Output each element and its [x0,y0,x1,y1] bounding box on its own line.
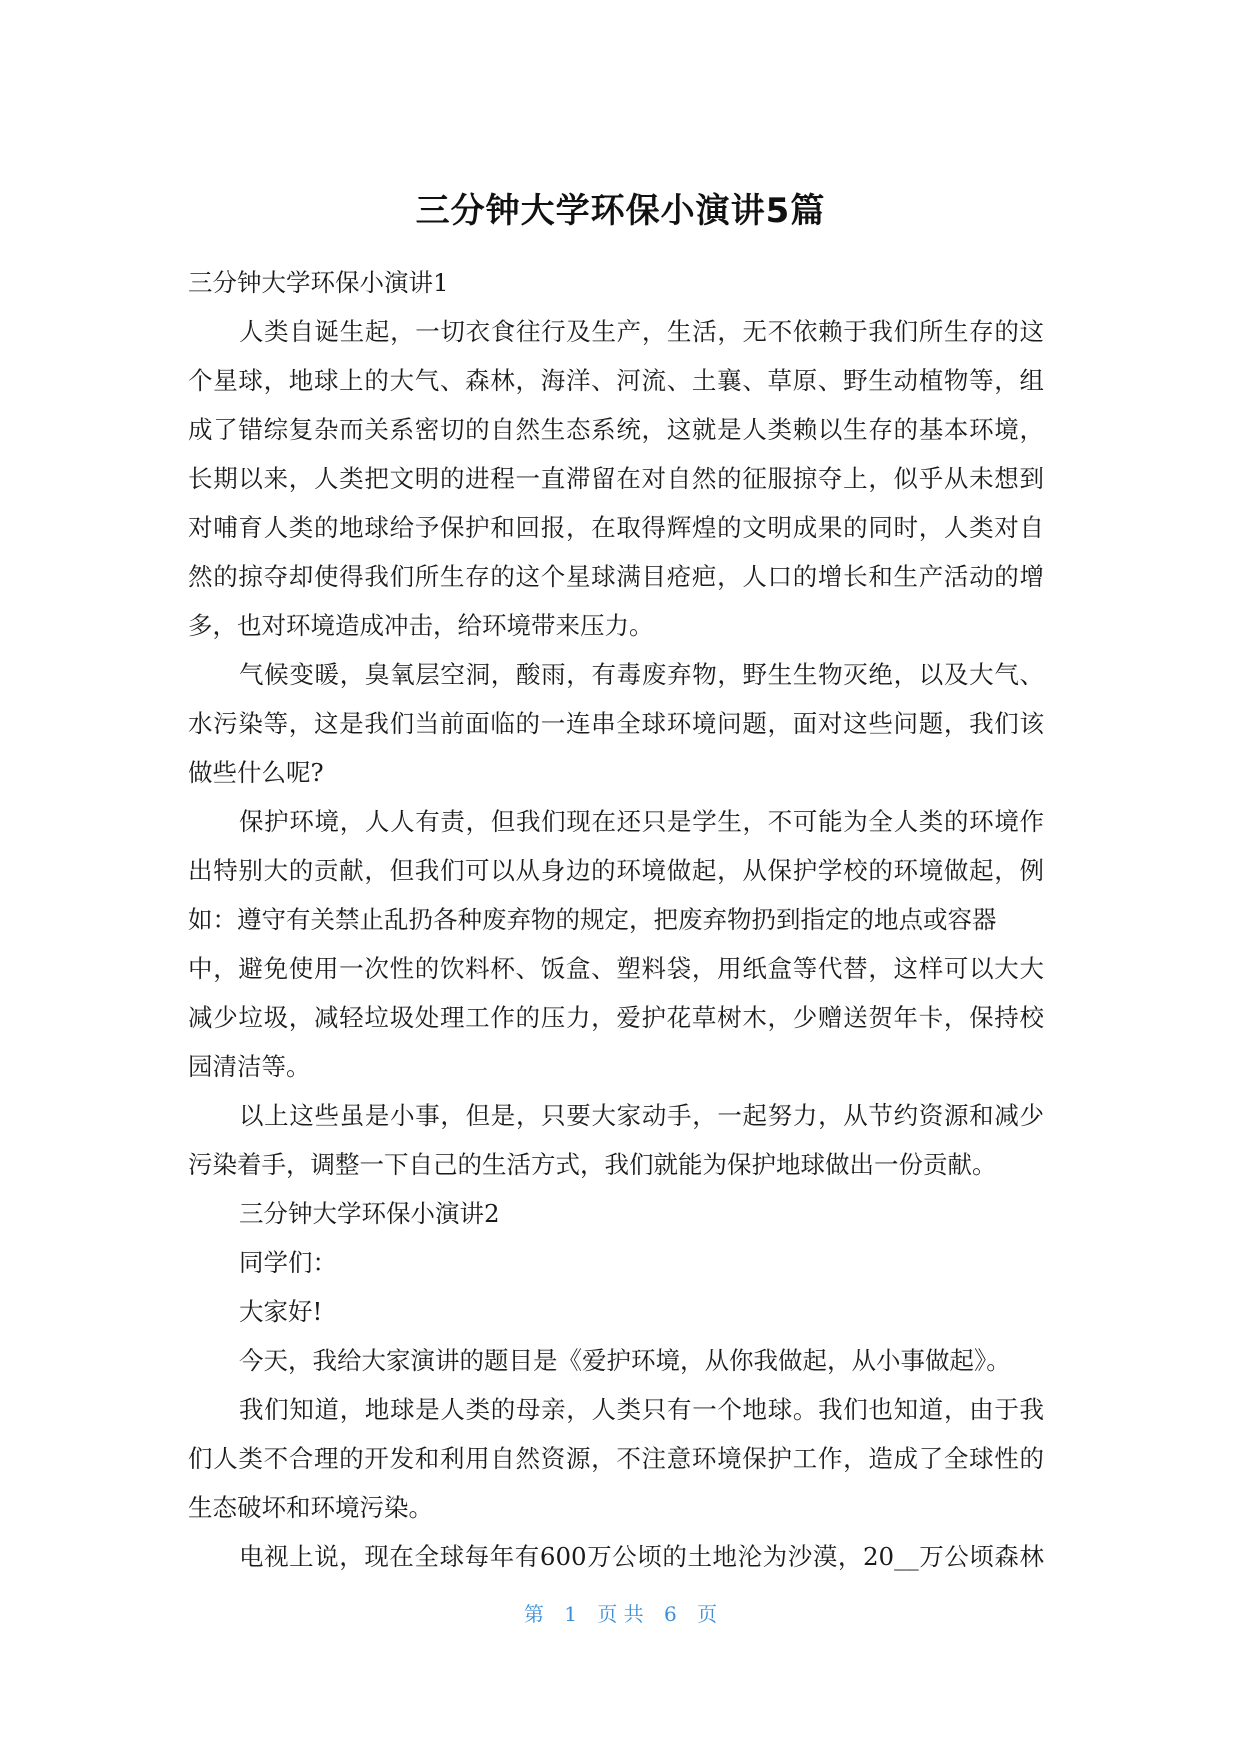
text-line: 电视上说，现在全球每年有600万公顷的土地沦为沙漠，20__万公顷森林 [239,1542,1044,1571]
text-line: 以上这些虽是小事，但是，只要大家动手，一起努力，从节约资源和减少 [239,1101,1044,1130]
text-line: 生态破坏和环境污染。 [188,1493,433,1522]
text-line: 然的掠夺却使得我们所生存的这个星球满目疮疤，人口的增长和生产活动的增 [188,562,1044,591]
text-line: 我们知道，地球是人类的母亲，人类只有一个地球。我们也知道，由于我 [239,1395,1044,1424]
text-line: 出特别大的贡献，但我们可以从身边的环境做起，从保护学校的环境做起，例 [188,856,1044,885]
text-line: 长期以来，人类把文明的进程一直滞留在对自然的征服掠夺上，似乎从未想到 [188,464,1044,493]
text-line: 做些什么呢? [188,758,324,787]
text-line: 成了错综复杂而关系密切的自然生态系统，这就是人类赖以生存的基本环境， [188,415,1044,444]
footer-label-page: 第 [523,1602,544,1626]
text-line: 多，也对环境造成冲击，给环境带来压力。 [188,611,654,640]
page-footer [0,1598,1241,1627]
text-line: 们人类不合理的开发和利用自然资源，不注意环境保护工作，造成了全球性的 [188,1444,1044,1473]
text-line: 同学们： [239,1248,337,1277]
text-line: 对哺育人类的地球给予保护和回报，在取得辉煌的文明成果的同时，人类对自 [188,513,1044,542]
text-line: 水污染等，这是我们当前面临的一连串全球环境问题，面对这些问题，我们该 [188,709,1044,738]
text-line: 保护环境，人人有责，但我们现在还只是学生，不可能为全人类的环境作 [239,807,1044,836]
text-line: 污染着手，调整一下自己的生活方式，我们就能为保护地球做出一份贡献。 [188,1150,997,1179]
text-line: 园清洁等。 [188,1052,311,1081]
text-line: 大家好! [239,1297,323,1326]
footer-total-pages: 6 [664,1602,677,1626]
footer-label-of: 页 共 [597,1602,644,1626]
text-line: 人类自诞生起，一切衣食往行及生产，生活，无不依赖于我们所生存的这 [239,317,1044,346]
text-line: 气候变暖，臭氧层空洞，酸雨，有毒废弃物，野生生物灭绝，以及大气、 [239,660,1044,689]
footer-current-page: 1 [564,1602,577,1626]
text-line: 今天，我给大家演讲的题目是《爱护环境，从你我做起，从小事做起》。 [239,1346,1011,1375]
text-line: 三分钟大学环保小演讲2 [239,1199,500,1228]
document-title: 三分钟大学环保小演讲5篇 [415,191,826,231]
text-line: 中，避免使用一次性的饮料杯、饭盒、塑料袋，用纸盒等代替，这样可以大大 [188,954,1044,983]
document-body [188,258,1044,1581]
footer-label-end: 页 [697,1602,718,1626]
text-line: 如：遵守有关禁止乱扔各种废弃物的规定，把废弃物扔到指定的地点或容器 [188,905,997,934]
text-line: 个星球，地球上的大气、森林，海洋、河流、土襄、草原、野生动植物等，组 [188,366,1044,395]
text-line: 减少垃圾，减轻垃圾处理工作的压力，爱护花草树木，少赠送贺年卡，保持校 [188,1003,1044,1032]
text-line: 三分钟大学环保小演讲1 [188,268,449,297]
